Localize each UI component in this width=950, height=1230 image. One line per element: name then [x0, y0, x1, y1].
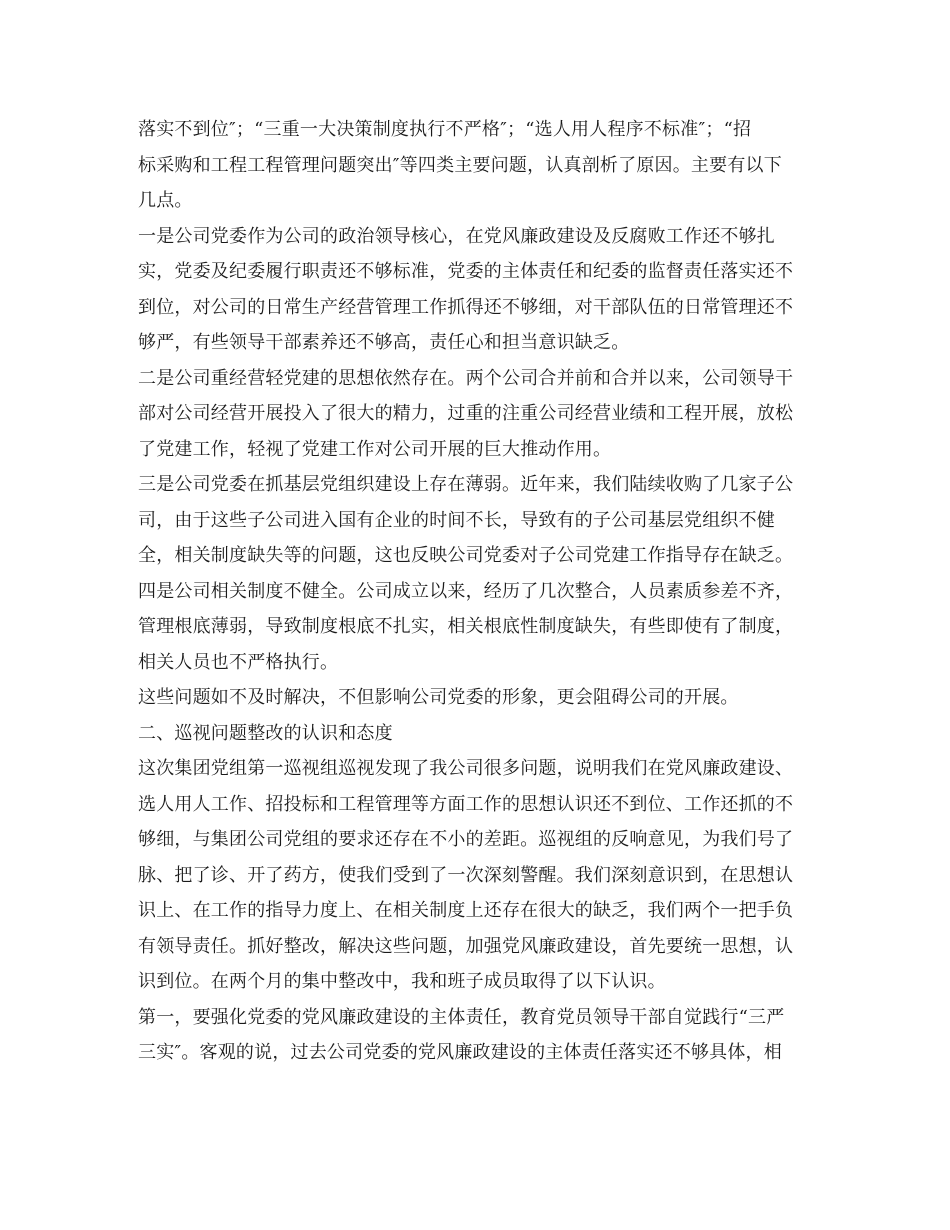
text-line: 识到位。在两个月的集中整改中，我和班子成员取得了以下认识。	[138, 971, 666, 992]
text-line: 全，相关制度缺失等的问题，这也反映公司党委对子公司党建工作指导存在缺乏。	[138, 545, 794, 566]
text-line: 到位，对公司的日常生产经营管理工作抓得还不够细，对干部队伍的日常管理还不	[138, 296, 794, 318]
text-line: 四是公司相关制度不健全。公司成立以来，经历了几次整合，人员素质参差不齐，	[138, 580, 794, 602]
text-line: 二是公司重经营轻党建的思想依然存在。两个公司合并前和合并以来，公司领导干	[138, 367, 794, 389]
text-line: 标采购和工程工程管理问题突出″等四类主要问题，认真剖析了原因。主要有以下	[138, 154, 782, 176]
text-line: 识上、在工作的指导力度上、在相关制度上还存在很大的缺乏，我们两个一把手负	[138, 900, 794, 921]
text-line: 落实不到位″；“三重一大决策制度执行不严格″；“选人用人程序不标准″；“招	[138, 119, 752, 140]
text-line: 三实″。客观的说，过去公司党委的党风廉政建设的主体责任落实还不够具体，相	[138, 1042, 782, 1063]
text-line: 够细，与集团公司党组的要求还存在不小的差距。巡视组的反响意见，为我们号了	[138, 829, 794, 850]
text-line: 有领导责任。抓好整改，解决这些问题，加强党风廉政建设，首先要统一思想，认	[138, 935, 794, 957]
text-line: 这次集团党组第一巡视组巡视发现了我公司很多问题，说明我们在党风廉政建设、	[138, 758, 794, 779]
section-heading: 二、巡视问题整改的认识和态度	[138, 722, 393, 744]
text-line: 几点。	[138, 190, 193, 211]
text-line: 够严，有些领导干部素养还不够高，责任心和担当意识缺乏。	[138, 332, 630, 353]
text-line: 管理根底薄弱，导致制度根底不扎实，相关根底性制度缺失，有些即使有了制度，	[138, 616, 794, 637]
text-line: 三是公司党委在抓基层党组织建设上存在薄弱。近年来，我们陆续收购了几家子公	[138, 474, 794, 495]
text-line: 脉、把了诊、开了药方，使我们受到了一次深刻警醒。我们深刻意识到，在思想认	[138, 864, 794, 886]
text-line: 部对公司经营开展投入了很大的精力，过重的注重公司经营业绩和工程开展，放松	[138, 403, 794, 424]
text-line: 选人用人工作、招投标和工程管理等方面工作的思想认识还不到位、工作还抓的不	[138, 793, 794, 815]
document-body	[138, 112, 812, 1071]
text-line: 了党建工作，轻视了党建工作对公司开展的巨大推动作用。	[138, 438, 612, 460]
text-line: 一是公司党委作为公司的政治领导核心，在党风廉政建设及反腐败工作还不够扎	[138, 225, 775, 247]
text-line: 第一，要强化党委的党风廉政建设的主体责任，教育党员领导干部自觉践行“三严	[138, 1006, 785, 1028]
text-line: 相关人员也不严格执行。	[138, 651, 339, 673]
text-line: 这些问题如不及时解决，不但影响公司党委的形象，更会阻碍公司的开展。	[138, 687, 739, 708]
text-line: 司，由于这些子公司进入国有企业的时间不长，导致有的子公司基层党组织不健	[138, 509, 775, 531]
text-line: 实，党委及纪委履行职责还不够标准，党委的主体责任和纪委的监督责任落实还不	[138, 261, 794, 282]
